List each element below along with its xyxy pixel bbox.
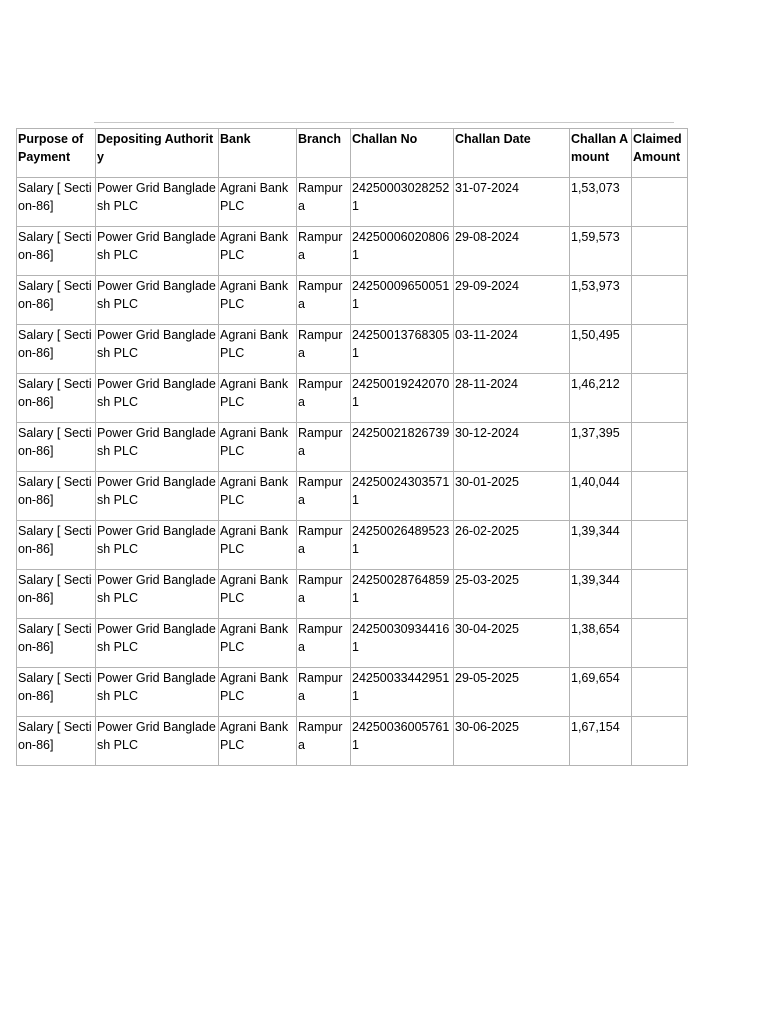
challan-amount-cell: 1,37,395 xyxy=(570,423,632,472)
table-row xyxy=(17,374,688,423)
authority-cell: Power Grid Bangladesh PLC xyxy=(96,717,219,766)
claimed-amount-cell xyxy=(632,570,688,619)
challan-no-cell: 242500060208061 xyxy=(351,227,454,276)
claimed-amount-cell xyxy=(632,521,688,570)
challan-date-cell: 31-07-2024 xyxy=(454,178,570,227)
challan-date-cell: 30-12-2024 xyxy=(454,423,570,472)
claimed-amount-cell xyxy=(632,178,688,227)
branch-cell: Rampura xyxy=(297,619,351,668)
branch-cell: Rampura xyxy=(297,717,351,766)
header-challan-amount: Challan Amount xyxy=(570,129,632,178)
purpose-cell: Salary [ Section-86] xyxy=(17,178,96,227)
challan-no-cell: 242500192420701 xyxy=(351,374,454,423)
header-bank: Bank xyxy=(219,129,297,178)
challan-amount-cell: 1,59,573 xyxy=(570,227,632,276)
challan-amount-cell: 1,40,044 xyxy=(570,472,632,521)
table-row xyxy=(17,227,688,276)
challan-date-cell: 30-06-2025 xyxy=(454,717,570,766)
branch-cell: Rampura xyxy=(297,227,351,276)
challan-date-cell: 03-11-2024 xyxy=(454,325,570,374)
purpose-cell: Salary [ Section-86] xyxy=(17,276,96,325)
authority-cell: Power Grid Bangladesh PLC xyxy=(96,276,219,325)
bank-cell: Agrani Bank PLC xyxy=(219,276,297,325)
purpose-cell: Salary [ Section-86] xyxy=(17,570,96,619)
challan-date-cell: 29-05-2025 xyxy=(454,668,570,717)
authority-cell: Power Grid Bangladesh PLC xyxy=(96,227,219,276)
header-challan-no: Challan No xyxy=(351,129,454,178)
challan-amount-cell: 1,67,154 xyxy=(570,717,632,766)
challan-amount-cell: 1,53,073 xyxy=(570,178,632,227)
claimed-amount-cell xyxy=(632,717,688,766)
claimed-amount-cell xyxy=(632,374,688,423)
challan-no-cell: 242500287648591 xyxy=(351,570,454,619)
bank-cell: Agrani Bank PLC xyxy=(219,521,297,570)
challan-amount-cell: 1,39,344 xyxy=(570,570,632,619)
challan-date-cell: 28-11-2024 xyxy=(454,374,570,423)
table-row xyxy=(17,717,688,766)
branch-cell: Rampura xyxy=(297,374,351,423)
challan-date-cell: 26-02-2025 xyxy=(454,521,570,570)
claimed-amount-cell xyxy=(632,668,688,717)
table-row xyxy=(17,668,688,717)
bank-cell: Agrani Bank PLC xyxy=(219,325,297,374)
authority-cell: Power Grid Bangladesh PLC xyxy=(96,472,219,521)
table-row xyxy=(17,276,688,325)
challan-table xyxy=(16,128,688,766)
branch-cell: Rampura xyxy=(297,423,351,472)
bank-cell: Agrani Bank PLC xyxy=(219,178,297,227)
table-row xyxy=(17,472,688,521)
purpose-cell: Salary [ Section-86] xyxy=(17,668,96,717)
claimed-amount-cell xyxy=(632,227,688,276)
table-row xyxy=(17,570,688,619)
branch-cell: Rampura xyxy=(297,668,351,717)
purpose-cell: Salary [ Section-86] xyxy=(17,423,96,472)
authority-cell: Power Grid Bangladesh PLC xyxy=(96,374,219,423)
branch-cell: Rampura xyxy=(297,472,351,521)
challan-no-cell: 242500096500511 xyxy=(351,276,454,325)
header-purpose: Purpose of Payment xyxy=(17,129,96,178)
challan-amount-cell: 1,39,344 xyxy=(570,521,632,570)
authority-cell: Power Grid Bangladesh PLC xyxy=(96,178,219,227)
challan-no-cell: 242500243035711 xyxy=(351,472,454,521)
purpose-cell: Salary [ Section-86] xyxy=(17,619,96,668)
challan-date-cell: 30-01-2025 xyxy=(454,472,570,521)
claimed-amount-cell xyxy=(632,619,688,668)
table-body xyxy=(17,178,688,766)
claimed-amount-cell xyxy=(632,423,688,472)
bank-cell: Agrani Bank PLC xyxy=(219,472,297,521)
challan-no-cell: 242500030282521 xyxy=(351,178,454,227)
challan-no-cell: 242500264895231 xyxy=(351,521,454,570)
branch-cell: Rampura xyxy=(297,276,351,325)
challan-no-cell: 24250021826739 xyxy=(351,423,454,472)
table-row xyxy=(17,619,688,668)
challan-amount-cell: 1,46,212 xyxy=(570,374,632,423)
bank-cell: Agrani Bank PLC xyxy=(219,619,297,668)
challan-amount-cell: 1,69,654 xyxy=(570,668,632,717)
purpose-cell: Salary [ Section-86] xyxy=(17,521,96,570)
authority-cell: Power Grid Bangladesh PLC xyxy=(96,668,219,717)
purpose-cell: Salary [ Section-86] xyxy=(17,374,96,423)
header-branch: Branch xyxy=(297,129,351,178)
challan-no-cell: 242500334429511 xyxy=(351,668,454,717)
bank-cell: Agrani Bank PLC xyxy=(219,227,297,276)
challan-date-cell: 29-09-2024 xyxy=(454,276,570,325)
table-row xyxy=(17,325,688,374)
header-claimed-amount: Claimed Amount xyxy=(632,129,688,178)
purpose-cell: Salary [ Section-86] xyxy=(17,325,96,374)
authority-cell: Power Grid Bangladesh PLC xyxy=(96,619,219,668)
purpose-cell: Salary [ Section-86] xyxy=(17,717,96,766)
branch-cell: Rampura xyxy=(297,570,351,619)
branch-cell: Rampura xyxy=(297,521,351,570)
challan-date-cell: 25-03-2025 xyxy=(454,570,570,619)
challan-no-cell: 242500360057611 xyxy=(351,717,454,766)
challan-amount-cell: 1,50,495 xyxy=(570,325,632,374)
challan-amount-cell: 1,53,973 xyxy=(570,276,632,325)
authority-cell: Power Grid Bangladesh PLC xyxy=(96,325,219,374)
header-challan-date: Challan Date xyxy=(454,129,570,178)
authority-cell: Power Grid Bangladesh PLC xyxy=(96,521,219,570)
bank-cell: Agrani Bank PLC xyxy=(219,423,297,472)
claimed-amount-cell xyxy=(632,325,688,374)
bank-cell: Agrani Bank PLC xyxy=(219,374,297,423)
bank-cell: Agrani Bank PLC xyxy=(219,668,297,717)
purpose-cell: Salary [ Section-86] xyxy=(17,472,96,521)
claimed-amount-cell xyxy=(632,472,688,521)
challan-no-cell: 242500137683051 xyxy=(351,325,454,374)
authority-cell: Power Grid Bangladesh PLC xyxy=(96,423,219,472)
challan-no-cell: 242500309344161 xyxy=(351,619,454,668)
branch-cell: Rampura xyxy=(297,178,351,227)
authority-cell: Power Grid Bangladesh PLC xyxy=(96,570,219,619)
bank-cell: Agrani Bank PLC xyxy=(219,717,297,766)
challan-amount-cell: 1,38,654 xyxy=(570,619,632,668)
claimed-amount-cell xyxy=(632,276,688,325)
top-divider xyxy=(94,122,674,123)
challan-date-cell: 29-08-2024 xyxy=(454,227,570,276)
bank-cell: Agrani Bank PLC xyxy=(219,570,297,619)
header-authority: Depositing Authority xyxy=(96,129,219,178)
table-header-row xyxy=(17,129,688,178)
table-row xyxy=(17,178,688,227)
challan-date-cell: 30-04-2025 xyxy=(454,619,570,668)
table-row xyxy=(17,423,688,472)
purpose-cell: Salary [ Section-86] xyxy=(17,227,96,276)
table-row xyxy=(17,521,688,570)
branch-cell: Rampura xyxy=(297,325,351,374)
